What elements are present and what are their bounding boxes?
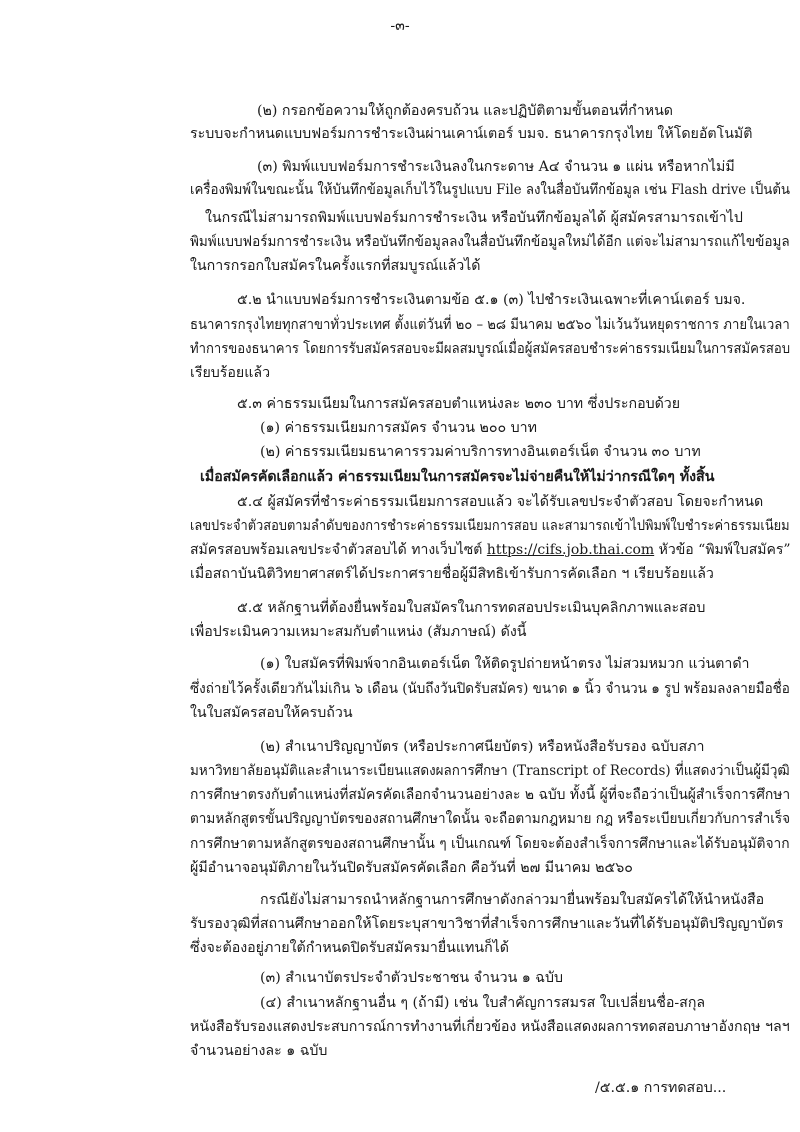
text-line: จำนวนอย่างละ ๑ ฉบับ	[190, 1043, 328, 1059]
text-line: ผู้มีอำนาจอนุมัติภายในวันปิดรับสมัครคัดเลือก คือวันที่ ๒๗ มีนาคม ๒๕๖๐	[190, 860, 633, 876]
text-line: ทำการของธนาคาร โดยการรับสมัครสอบจะมีผลสมบูรณ์เมื่อผู้สมัครสอบชำระค่าธรรมเนียมในการสมัครสอบ	[190, 341, 791, 357]
text-line: ตามหลักสูตรขั้นปริญญาบัตรของสถานศึกษาใดนั้น จะถือตามกฎหมาย กฎ หรือระเบียบเกี่ยวกับการสำเร็จ	[190, 811, 791, 827]
text-line: (๔) สำเนาหลักฐานอื่น ๆ (ถ้ามี) เช่น ใบสำคัญการสมรส ใบเปลี่ยนชื่อ-สกุล	[260, 995, 706, 1011]
page-number: -๓-	[390, 18, 410, 34]
text-line: ซึ่งจะต้องอยู่ภายใต้กำหนดปิดรับสมัครมายื่นแทนก็ได้	[190, 940, 510, 956]
text-line: ธนาคารกรุงไทยทุกสาขาทั่วประเทศ ตั้งแต่วันที่ ๒๐ – ๒๘ มีนาคม ๒๕๖๐ ไม่เว้นวันหยุดราชการ ภายในเวลา	[190, 317, 790, 333]
text-line: ในกรณีไม่สามารถพิมพ์แบบฟอร์มการชำระเงิน หรือบันทึกข้อมูลได้ ผู้สมัครสามารถเข้าไป	[205, 210, 743, 226]
text-line: มหาวิทยาลัยอนุมัติและสำเนาระเบียนแสดงผลการศึกษา (Transcript of Records) ที่แสดงว่าเป็นผู้มีวุฒิ	[190, 763, 790, 779]
text-line: รับรองวุฒิที่สถานศึกษาออกให้โดยระบุสาขาวิชาที่สำเร็จการศึกษาและวันที่ได้รับอนุมัติปริญญาบัตร	[190, 916, 784, 932]
continuation-note: /๕.๕.๑ การทดสอบ...	[595, 1080, 727, 1096]
text-line: (๓) สำเนาบัตรประจำตัวประชาชน จำนวน ๑ ฉบับ	[260, 970, 563, 986]
fee-notice: เมื่อสมัครคัดเลือกแล้ว ค่าธรรมเนียมในการสมัครจะไม่จ่ายคืนให้ไม่ว่ากรณีใดๆ ทั้งสิ้น	[200, 469, 715, 485]
text-line: (๒) กรอกข้อความให้ถูกต้องครบถ้วน และปฏิบัติตามขั้นตอนที่กำหนด	[257, 103, 673, 119]
text-segment: สมัครสอบพร้อมเลขประจำตัวสอบได้ ทางเว็บไซต์	[190, 542, 487, 558]
text-line: ในการกรอกใบสมัครในครั้งแรกที่สมบูรณ์แล้วได้	[190, 258, 481, 274]
text-line: ๕.๕ หลักฐานที่ต้องยื่นพร้อมใบสมัครในการทดสอบประเมินบุคลิกภาพและสอบ	[237, 600, 706, 616]
text-line: การศึกษาตามหลักสูตรของสถานศึกษานั้น ๆ เป็นเกณฑ์ โดยจะต้องสำเร็จการศึกษาและได้รับอนุมัติจาก	[190, 836, 790, 852]
text-line: เพื่อประเมินความเหมาะสมกับตำแหน่ง (สัมภาษณ์) ดังนี้	[190, 624, 527, 640]
website-link[interactable]: https://cifs.job.thai.com	[486, 542, 655, 558]
text-line: (๒) สำเนาปริญญาบัตร (หรือประกาศนียบัตร) หรือหนังสือรับรอง ฉบับสภา	[260, 739, 705, 755]
text-line: เมื่อสถาบันนิติวิทยาศาสตร์ได้ประกาศรายชื่อผู้มีสิทธิเข้ารับการคัดเลือก ฯ เรียบร้อยแล้ว	[190, 566, 714, 582]
text-line: (๑) ค่าธรรมเนียมการสมัคร จำนวน ๒๐๐ บาท	[260, 420, 537, 436]
text-line: เลขประจำตัวสอบตามลำดับของการชำระค่าธรรมเนียมการสอบ และสามารถเข้าไปพิมพ์ใบชำระค่าธรรมเนียม	[190, 518, 790, 534]
text-line: (๒) ค่าธรรมเนียมธนาคารรวมค่าบริการทางอินเตอร์เน็ต จำนวน ๓๐ บาท	[260, 444, 701, 460]
text-line: กรณียังไม่สามารถนำหลักฐานการศึกษาดังกล่าวมายื่นพร้อมใบสมัครได้ให้นำหนังสือ	[260, 892, 765, 908]
text-line: ๕.๓ ค่าธรรมเนียมในการสมัครสอบตำแหน่งละ ๒๓๐ บาท ซึ่งประกอบด้วย	[237, 396, 681, 412]
text-line: การศึกษาตรงกับตำแหน่งที่สมัครคัดเลือกจำนวนอย่างละ ๒ ฉบับ ทั้งนี้ ผู้ที่จะถือว่าเป็นผู้สำเร็จการศึกษา	[190, 787, 791, 803]
text-line: (๓) พิมพ์แบบฟอร์มการชำระเงินลงในกระดาษ A๔ จำนวน ๑ แผ่น หรือหากไม่มี	[257, 159, 735, 175]
text-line: ๕.๒ นำแบบฟอร์มการชำระเงินตามข้อ ๕.๑ (๓) ไปชำระเงินเฉพาะที่เคาน์เตอร์ บมจ.	[237, 292, 746, 308]
text-line: ซึ่งถ่ายไว้ครั้งเดียวกันไม่เกิน ๖ เดือน (นับถึงวันปิดรับสมัคร) ขนาด ๑ นิ้ว จำนวน ๑ รูป พร้อมลงลายมือชื่อ	[190, 681, 790, 697]
text-line: เรียบร้อยแล้ว	[190, 365, 271, 381]
text-line: ๕.๔ ผู้สมัครที่ชำระค่าธรรมเนียมการสอบแล้ว จะได้รับเลขประจำตัวสอบ โดยจะกำหนด	[237, 494, 764, 510]
text-line: (๑) ใบสมัครที่พิมพ์จากอินเตอร์เน็ต ให้ติดรูปถ่ายหน้าตรง ไม่สวมหมวก แว่นตาดำ	[260, 656, 750, 672]
text-segment: หัวข้อ “พิมพ์ใบสมัคร”	[654, 542, 791, 558]
text-line: เครื่องพิมพ์ในขณะนั้น ให้บันทึกข้อมูลเก็บไว้ในรูปแบบ File ลงในสื่อบันทึกข้อมูล เช่น Flash drive เป็นต้น	[190, 182, 790, 198]
text-line: พิมพ์แบบฟอร์มการชำระเงิน หรือบันทึกข้อมูลลงในสื่อบันทึกข้อมูลใหม่ได้อีก แต่จะไม่สามารถแก้ไขข้อมูล	[190, 234, 790, 250]
text-line-with-link	[190, 540, 791, 560]
text-line: หนังสือรับรองแสดงประสบการณ์การทำงานที่เกี่ยวข้อง หนังสือแสดงผลการทดสอบภาษาอังกฤษ ฯลฯ	[190, 1019, 790, 1035]
text-line: ระบบจะกำหนดแบบฟอร์มการชำระเงินผ่านเคาน์เตอร์ บมจ. ธนาคารกรุงไทย ให้โดยอัตโนมัติ	[190, 126, 753, 142]
text-line: ในใบสมัครสอบให้ครบถ้วน	[190, 705, 353, 721]
